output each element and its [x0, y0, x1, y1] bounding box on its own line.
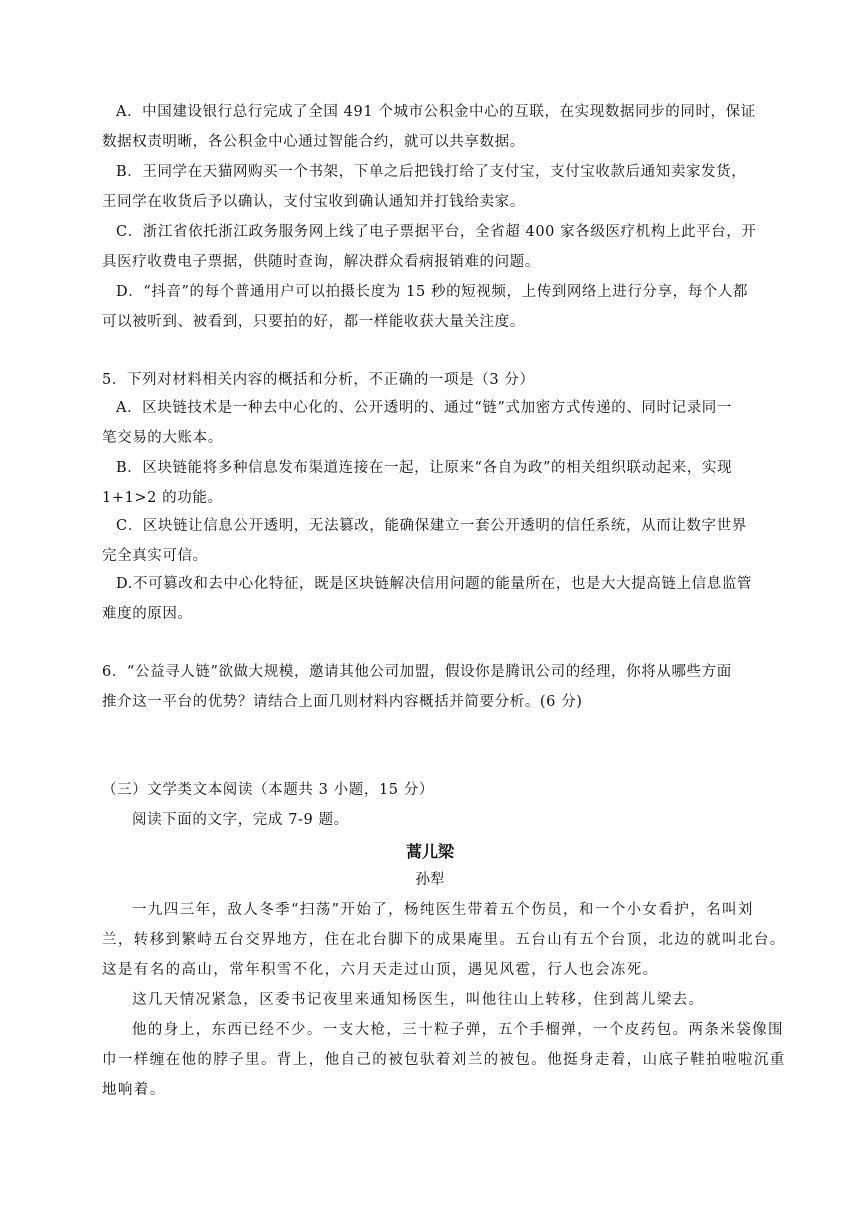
q5-option-b-line-2: 1+1>2 的功能。: [102, 490, 223, 506]
story-paragraph-3-line-1: 他的身上，东西已经不少。一支大枪，三十粒子弹，五个手榴弹，一个皮药包。两条米袋像围: [132, 1022, 784, 1038]
q5-option-c-line-2: 完全真实可信。: [102, 548, 208, 564]
q5-option-a-line-1: A．区块链技术是一种去中心化的、公开透明的、通过“链”式加密方式传递的、同时记录同一: [116, 400, 732, 416]
story-title: 蒿儿梁: [405, 842, 454, 861]
q6-line-1: 6．“公益寻人链”欲做大规模，邀请其他公司加盟，假设你是腾讯公司的经理，你将从哪些方面: [102, 664, 732, 680]
section-heading: （三）文学类文本阅读（本题共 3 小题，15 分）: [102, 782, 435, 798]
q5-option-b-line-1: B．区块链能将多种信息发布渠道连接在一起，让原来“各自为政”的相关组织联动起来，实现: [116, 460, 733, 476]
q6-line-2: 推介这一平台的优势？请结合上面几则材料内容概括并简要分析。(6 分): [102, 694, 583, 710]
story-paragraph-1-line-2: 兰，转移到繁峙五台交界地方，住在北台脚下的成果庵里。五台山有五个台顶，北边的就叫北台。: [102, 932, 786, 948]
q4-option-a-line-1: A．中国建设银行总行完成了全国 491 个城市公积金中心的互联，在实现数据同步的同时，保证: [116, 104, 756, 120]
story-paragraph-2: 这几天情况紧急，区委书记夜里来通知杨医生，叫他往山上转移，住到蒿儿梁去。: [132, 992, 705, 1008]
q5-stem: 5．下列对材料相关内容的概括和分析，不正确的一项是（3 分）: [102, 372, 535, 388]
q4-option-b-line-2: 王同学在收货后予以确认，支付宝收到确认通知并打钱给卖家。: [102, 194, 525, 210]
q5-option-a-line-2: 笔交易的大账本。: [102, 430, 223, 446]
section-instruction: 阅读下面的文字，完成 7-9 题。: [132, 812, 349, 828]
story-paragraph-3-line-3: 地响着。: [102, 1082, 166, 1098]
q5-option-d-line-1: D.不可篡改和去中心化特征，既是区块链解决信用问题的能量所在，也是大大提高链上信息监管: [116, 576, 753, 592]
story-paragraph-1-line-3: 这是有名的高山，常年积雪不化，六月天走过山顶，遇见风雹，行人也会冻死。: [102, 962, 659, 978]
q5-option-c-line-1: C．区块链让信息公开透明，无法篡改，能确保建立一套公开透明的信任系统，从而让数字世界: [116, 518, 747, 534]
q4-option-d-line-2: 可以被听到、被看到，只要拍的好，都一样能收获大量关注度。: [102, 314, 525, 330]
q4-option-d-line-1: D．“抖音”的每个普通用户可以拍摄长度为 15 秒的短视频，上传到网络上进行分享，每个人都: [116, 284, 749, 300]
q4-option-b-line-1: B．王同学在天猫网购买一个书架，下单之后把钱打给了支付宝，支付宝收款后通知卖家发货，: [116, 164, 747, 180]
q4-option-c-line-1: C．浙江省依托浙江政务服务网上线了电子票据平台，全省超 400 家各级医疗机构上此平台，开: [116, 224, 757, 240]
q4-option-c-line-2: 具医疗收费电子票据，供随时查询，解决群众看病报销难的问题。: [102, 254, 540, 270]
q4-option-a-line-2: 数据权责明晰，各公积金中心通过智能合约，就可以共享数据。: [102, 134, 525, 150]
q5-option-d-line-2: 难度的原因。: [102, 606, 193, 622]
story-paragraph-3-line-2: 巾一样缠在他的脖子里。背上，他自己的被包驮着刘兰的被包。他挺身走着，山底子鞋拍啦啦沉重: [102, 1052, 786, 1068]
story-paragraph-1-line-1: 一九四三年，敌人冬季“扫荡”开始了，杨纯医生带着五个伤员，和一个小女看护，名叫刘: [132, 902, 754, 918]
story-author: 孙犁: [415, 872, 445, 888]
